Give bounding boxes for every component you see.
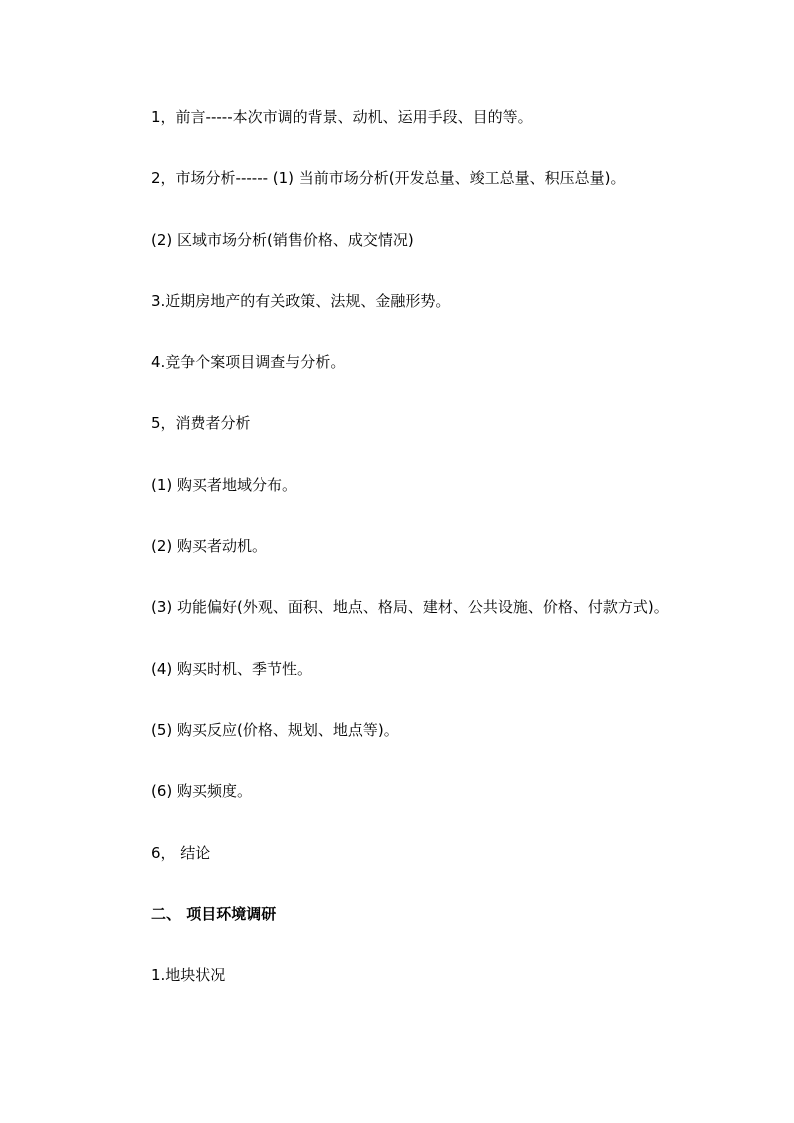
item-conclusion: 6， 结论 [151, 843, 211, 862]
item-policy: 3.近期房地产的有关政策、法规、金融形势。 [151, 291, 451, 310]
item-buyer-motive: (2) 购买者动机。 [151, 537, 268, 556]
item-market-analysis: 2，市场分析------ (1) 当前市场分析(开发总量、竣工总量、积压总量)。 [151, 169, 626, 188]
item-competition: 4.竞争个案项目调查与分析。 [151, 353, 346, 372]
item-function-preference: (3) 功能偏好(外观、面积、地点、格局、建材、公共设施、价格、付款方式)。 [151, 598, 669, 617]
item-land-status: 1.地块状况 [151, 966, 226, 985]
item-preface: 1，前言-----本次市调的背景、动机、运用手段、目的等。 [151, 108, 533, 126]
item-purchase-reaction: (5) 购买反应(价格、规划、地点等)。 [151, 720, 399, 739]
item-consumer-analysis: 5，消费者分析 [151, 414, 251, 433]
document-body [151, 107, 751, 1026]
section-heading-project-environment: 二、 项目环境调研 [151, 904, 277, 923]
item-regional-market: (2) 区域市场分析(销售价格、成交情况) [151, 230, 414, 249]
item-purchase-timing: (4) 购买时机、季节性。 [151, 659, 313, 678]
item-buyer-region: (1) 购买者地域分布。 [151, 475, 298, 494]
item-purchase-frequency: (6) 购买频度。 [151, 782, 253, 801]
